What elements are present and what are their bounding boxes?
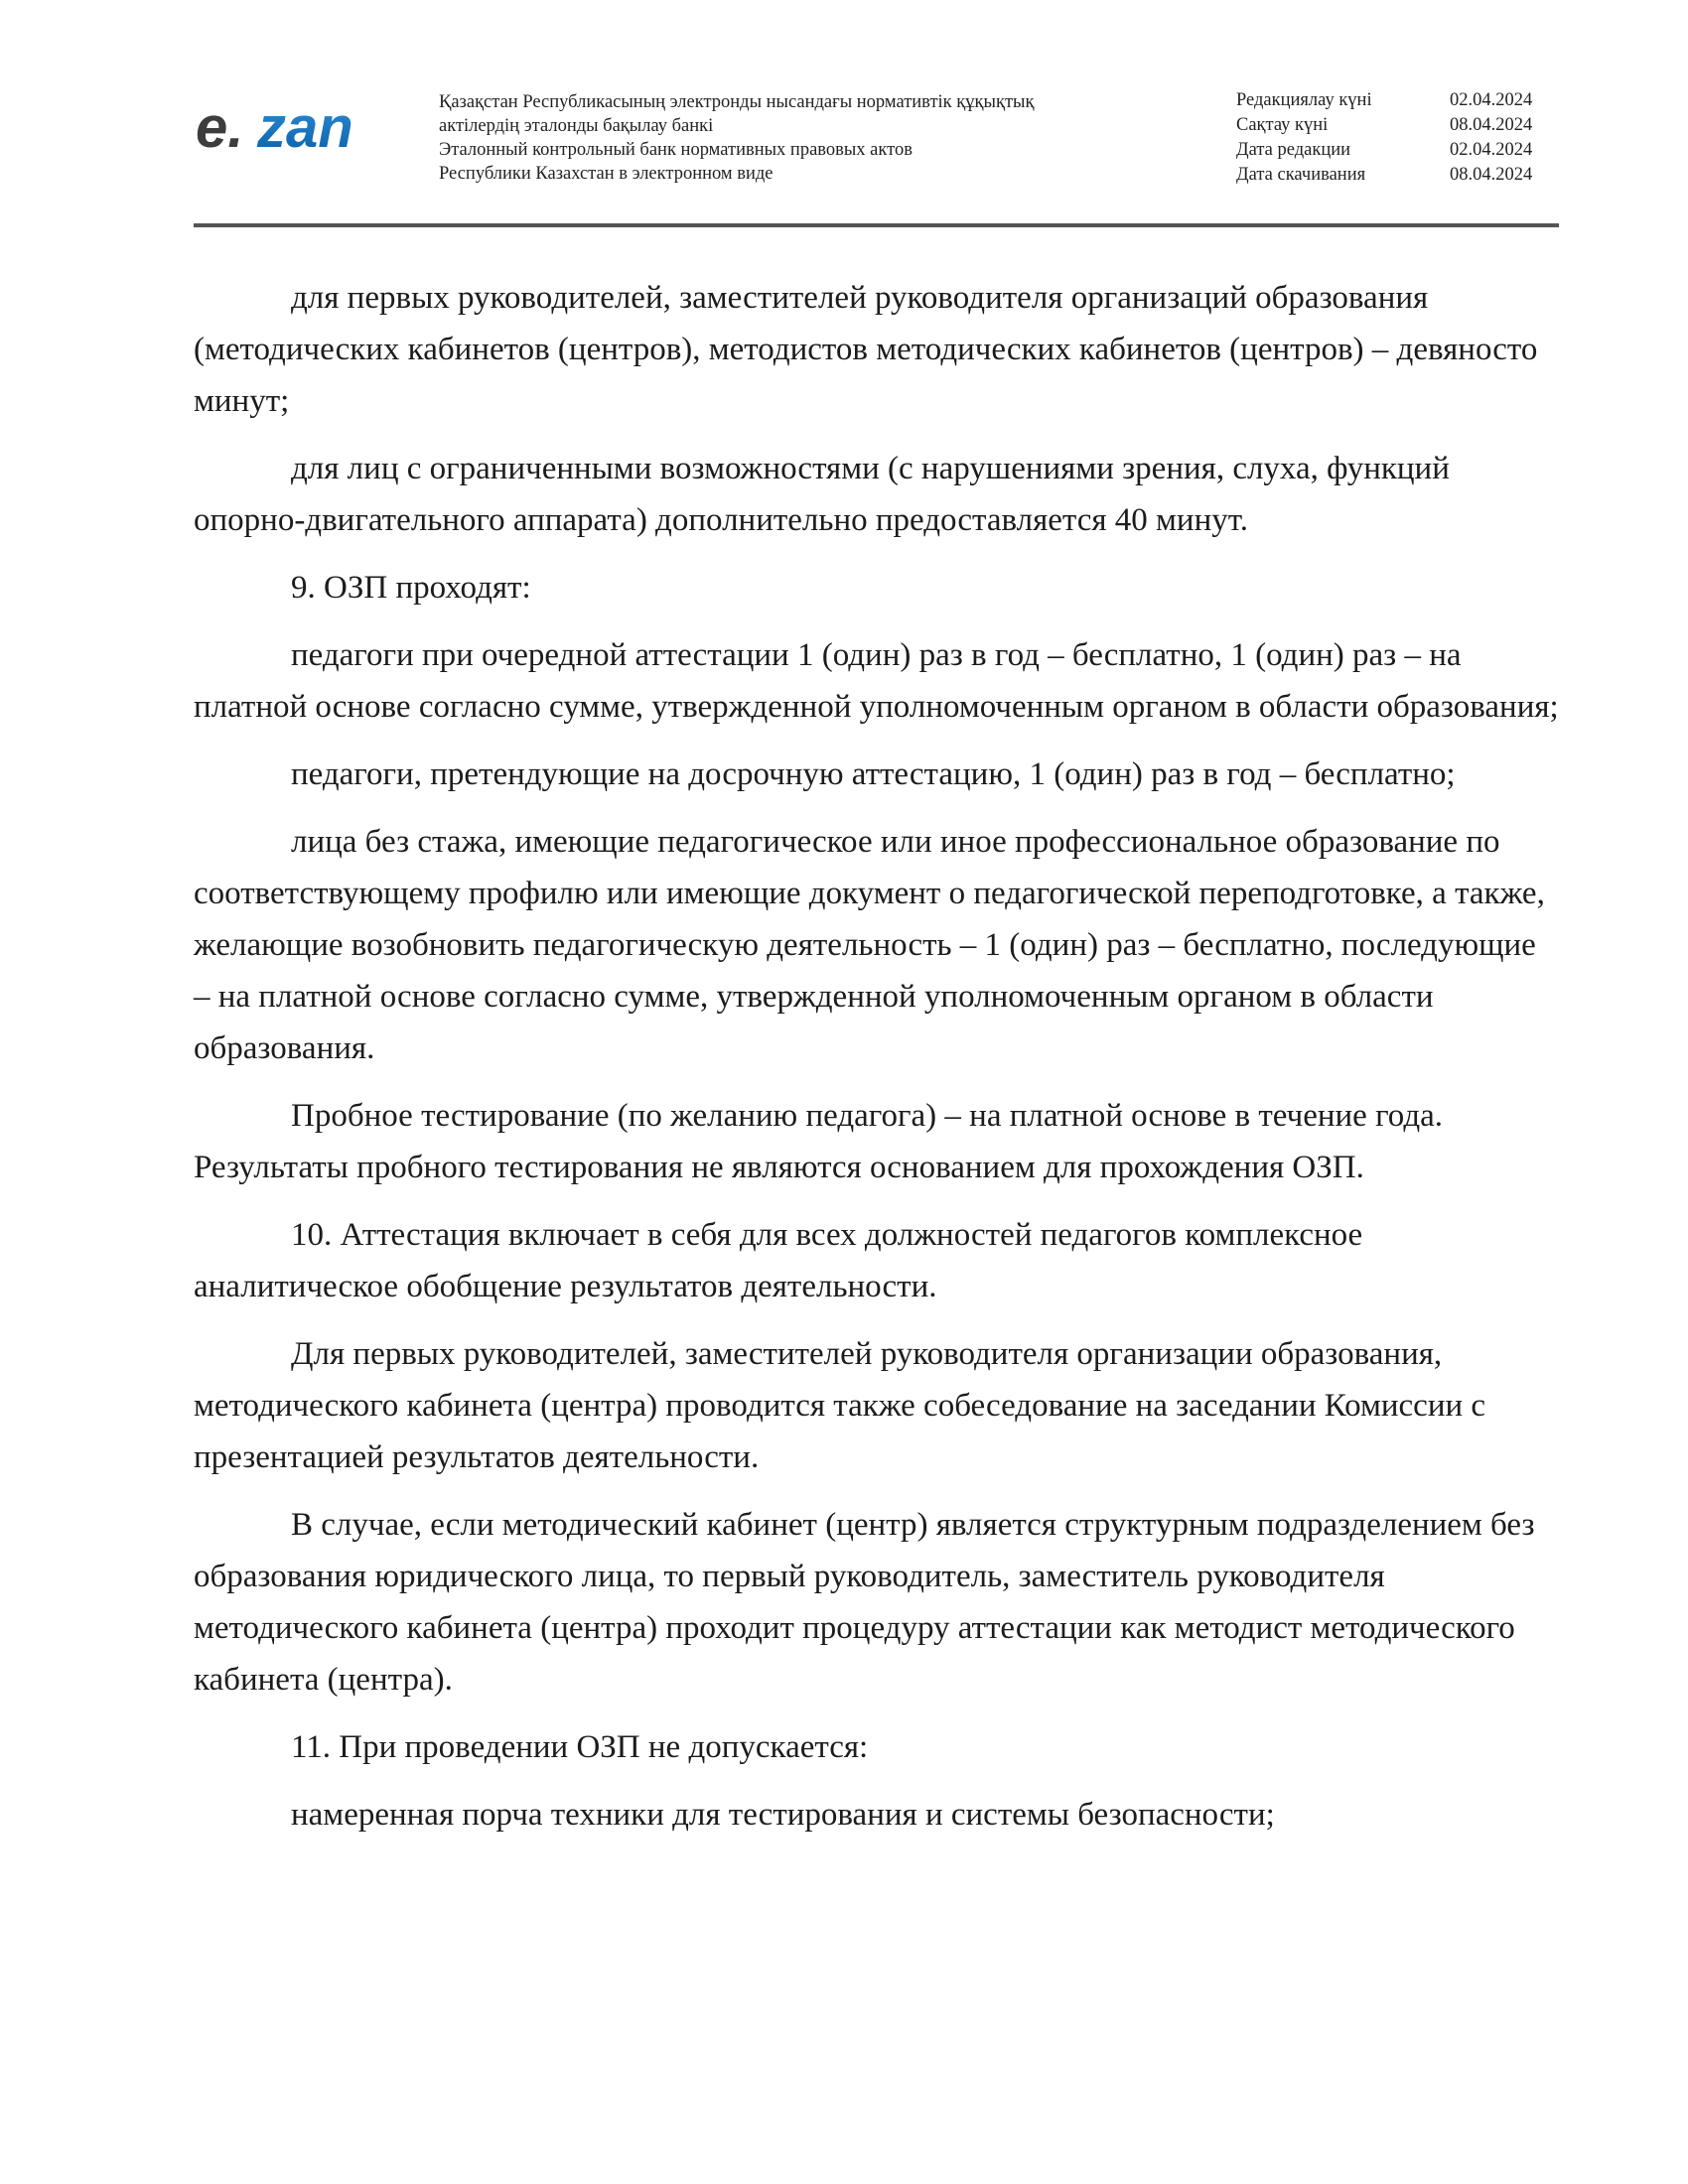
- paragraph: лица без стажа, имеющие педагогическое или иное профессиональное образование по соответствующему профилю или имеющие документ о педагогической переподготовке, а также, желающие возобновить педагогическую деятельность – 1 (один) раз – бесплатно, последующие – на платной основе согласно сумме, утвержденной уполномоченным органом в области образования.: [194, 824, 1545, 1066]
- ezan-logo: [196, 99, 394, 159]
- date-label: Редакциялау күні: [1236, 90, 1372, 110]
- date-value: 08.04.2024: [1450, 165, 1533, 185]
- paragraph: В случае, если методический кабинет (центр) является структурным подразделением без образования юридического лица, то первый руководитель, заместитель руководителя методического кабинета (центра) проходит процедуру аттестации как методист методического кабинета (центра).: [194, 1507, 1535, 1698]
- paragraph: для первых руководителей, заместителей руководителя организаций образования (методических кабинетов (центров), методистов методических кабинетов (центров) – девяносто минут;: [194, 280, 1538, 419]
- paragraph: 11. При проведении ОЗП не допускается:: [291, 1729, 869, 1765]
- date-label: Дата редакции: [1236, 140, 1351, 160]
- svg-text:zan: zan: [257, 99, 353, 159]
- header-divider: [194, 223, 1559, 227]
- document-body: [194, 272, 1559, 1856]
- paragraph: педагоги при очередной аттестации 1 (один) раз в год – бесплатно, 1 (один) раз – на платной основе согласно сумме, утвержденной уполномоченным органом в области образования;: [194, 637, 1559, 725]
- date-row-edit-kz: [1236, 88, 1559, 113]
- date-value: 02.04.2024: [1450, 90, 1533, 110]
- svg-text:e.: e.: [196, 99, 244, 159]
- bank-name: [439, 90, 1154, 186]
- date-value: 02.04.2024: [1450, 140, 1533, 160]
- bank-name-line: Қазақстан Республикасының электронды нысандағы нормативтік құқықтық: [439, 92, 1035, 112]
- bank-name-line: Республики Казахстан в электронном виде: [439, 164, 774, 184]
- paragraph: 10. Аттестация включает в себя для всех должностей педагогов комплексное аналитическое обобщение результатов деятельности.: [194, 1217, 1363, 1304]
- date-row-save-kz: [1236, 113, 1559, 138]
- date-table: [1236, 88, 1559, 188]
- paragraph: педагоги, претендующие на досрочную аттестацию, 1 (один) раз в год – бесплатно;: [291, 756, 1456, 792]
- bank-name-line: Эталонный контрольный банк нормативных правовых актов: [439, 140, 913, 160]
- bank-name-line: актілердің эталонды бақылау банкі: [439, 116, 714, 136]
- date-label: Дата скачивания: [1236, 165, 1366, 185]
- paragraph: намеренная порча техники для тестирования и системы безопасности;: [291, 1797, 1275, 1833]
- paragraph: Для первых руководителей, заместителей руководителя организации образования, методического кабинета (центра) проводится также собеседование на заседании Комиссии с презентацией результатов деятельности.: [194, 1336, 1486, 1475]
- paragraph: Пробное тестирование (по желанию педагога) – на платной основе в течение года. Результаты пробного тестирования не являются основанием для прохождения ОЗП.: [194, 1098, 1444, 1185]
- paragraph: для лиц с ограниченными возможностями (с нарушениями зрения, слуха, функций опорно-двигательного аппарата) дополнительно предоставляется 40 минут.: [194, 451, 1450, 538]
- date-row-download-ru: [1236, 163, 1559, 188]
- date-label: Сақтау күні: [1236, 115, 1329, 135]
- date-row-edit-ru: [1236, 138, 1559, 163]
- date-value: 08.04.2024: [1450, 115, 1533, 135]
- document-header: [194, 87, 1559, 187]
- ezan-logo-graphic: [196, 99, 394, 159]
- paragraph: 9. ОЗП проходят:: [291, 570, 531, 606]
